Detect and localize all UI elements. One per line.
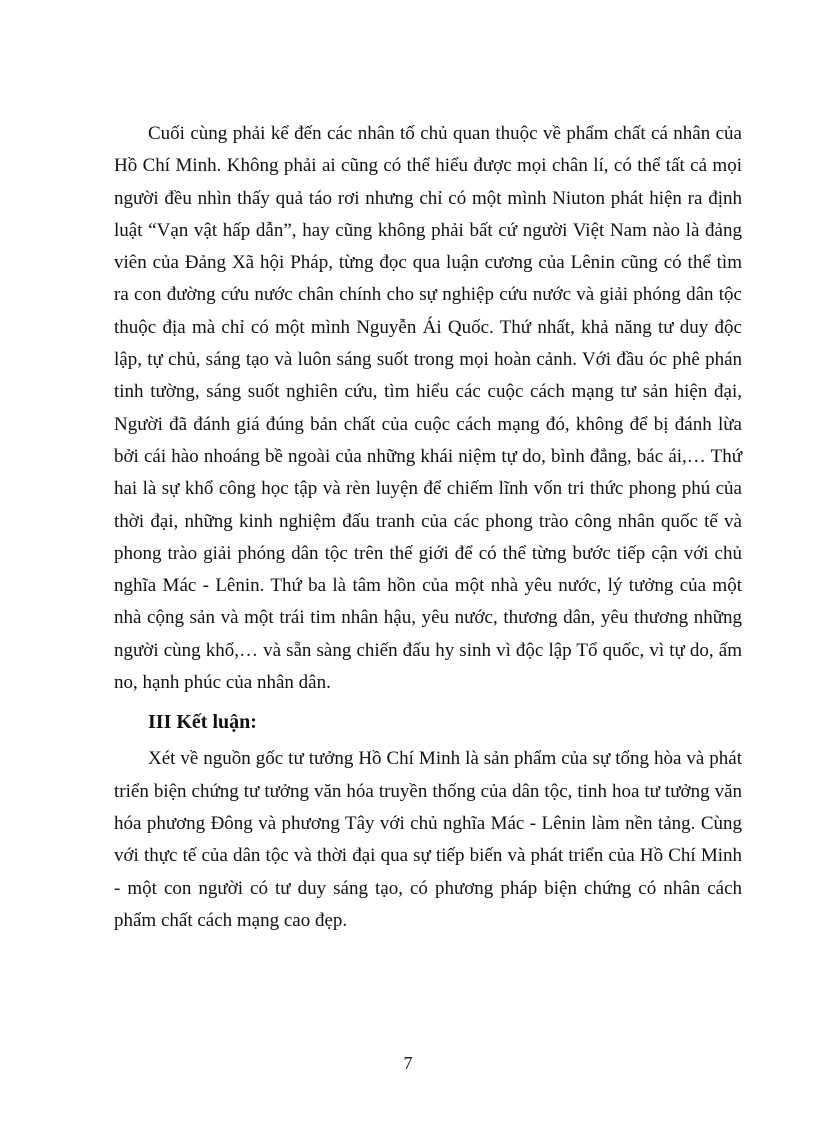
body-paragraph-1: Cuối cùng phải kể đến các nhân tố chủ quan thuộc về phẩm chất cá nhân của Hồ Chí Minh. Không phải ai cũng có thể hiểu được mọi chân lí, có thể tất cả mọi người đều nhìn thấy quả táo rơi nhưng chỉ có một mình Niuton phát hiện ra định luật “Vạn vật hấp dẫn”, hay cũng không phải bất cứ người Việt Nam nào là đảng viên của Đảng Xã hội Pháp, từng đọc qua luận cương của Lênin cũng có thể tìm ra con đường cứu nước chân chính cho sự nghiệp cứu nước và giải phóng dân tộc thuộc địa mà chỉ có một mình Nguyễn Ái Quốc. Thứ nhất, khả năng tư duy độc lập, tự chủ, sáng tạo và luôn sáng suốt trong mọi hoàn cảnh. Với đầu óc phê phán tinh tường, sáng suốt nghiên cứu, tìm hiểu các cuộc cách mạng tư sản hiện đại, Người đã đánh giá đúng bản chất của cuộc cách mạng đó, không để bị đánh lừa bởi cái hào nhoáng bề ngoài của những khái niệm tự do, bình đẳng, bác ái,… Thứ hai là sự khổ công học tập và rèn luyện để chiếm lĩnh vốn tri thức phong phú của thời đại, những kinh nghiệm đấu tranh của các phong trào công nhân quốc tế và phong trào giải phóng dân tộc trên thế giới để có thể từng bước tiếp cận với chủ nghĩa Mác - Lênin. Thứ ba là tâm hồn của một nhà yêu nước, lý tưởng của một nhà cộng sản và một trái tim nhân hậu, yêu nước, thương dân, yêu thương những người cùng khổ,… và sẵn sàng chiến đấu hy sinh vì độc lập Tổ quốc, vì tự do, ấm no, hạnh phúc của nhân dân. — [114, 123, 742, 694]
page-number: 7 — [403, 1053, 413, 1073]
page-body — [114, 118, 742, 937]
section-heading: III Kết luận: — [148, 711, 257, 734]
body-paragraph-2: Xét về nguồn gốc tư tưởng Hồ Chí Minh là sản phẩm của sự tổng hòa và phát triển biện chứng tư tưởng văn hóa truyền thống của dân tộc, tinh hoa tư tưởng văn hóa phương Đông và phương Tây với chủ nghĩa Mác - Lênin làm nền tảng. Cùng với thực tế của dân tộc và thời đại qua sự tiếp biến và phát triển của Hồ Chí Minh - một con người có tư duy sáng tạo, có phương pháp biện chứng có nhân cách phẩm chất cách mạng cao đẹp. — [114, 748, 742, 931]
